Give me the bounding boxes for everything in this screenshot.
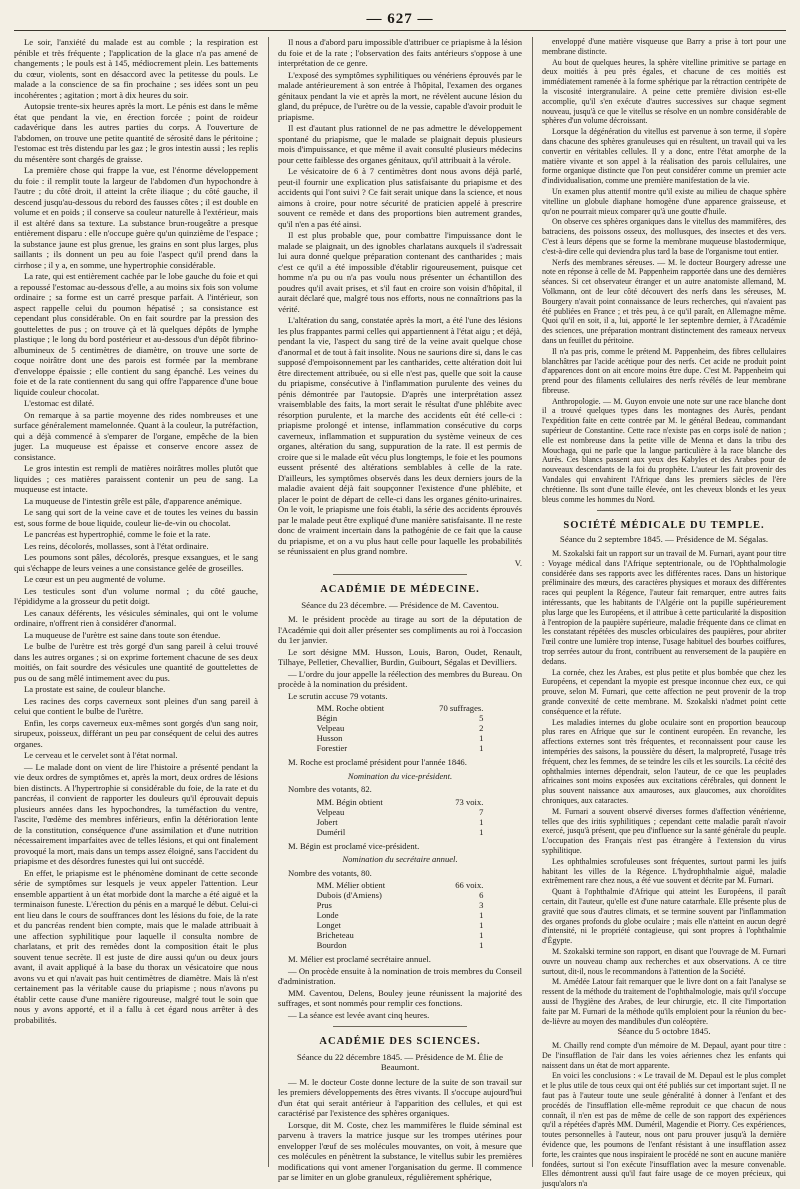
section-title-societe-temple: SOCIÉTÉ MÉDICALE DU TEMPLE. [563,520,765,532]
vote-name: Londe [316,910,339,920]
paragraph: La muqueuse de l'intestin grêle est pâle, d'apparence anémique. [24,495,242,506]
paragraph: Le pancréas est hypertrophié, comme le foie et la rate. [24,529,211,539]
paragraph: Au bout de quelques heures, la sphère vitelline primitive se partage en deux moitiés à peu près égales, et chacune de ces moitiés est immédiatement ramenée à la forme sphérique par la rétraction centripète de la viscosité intergranulaire. A peine cette première division est-elle accomplie, qu'il s'en exécute d'autres successives sur chaque segment nouveau, jusqu'à ce que le vitellus se résolve en un nombre considérable de sphères d'un volume décroissant. [542,57,786,126]
paragraph: Les reins, décolorés, mollasses, sont à l'état ordinaire. [24,540,209,551]
paragraph: M. Amédée Latour fait remarquer que le livre dont on a fait l'analyse se ressent de la méthode du traitement de l'ophthalmologie, mais qu'il s'occupe aussi de l'hygiène des Arabes, de leur chirurgie, etc. Il cite l'importation faite par M. Furnari de la méthode qu'ils emploient pour la réunion du bec-de-lièvre au moyen des mandibules d'un coléoptère. [542,977,786,1026]
vote-name: Bourdon [316,940,347,950]
section-title-academie-medecine: ACADÉMIE DE MÉDECINE. [320,584,480,595]
section-title-academie-sciences: ACADÉMIE DES SCIENCES. [319,1036,481,1047]
votants: Nombre des votants, 82. [288,784,372,794]
paragraph: M. Chailly rend compte d'un mémoire de M. Depaul, ayant pour titre : De l'insufflation de l'air dans les voies aériennes chez les enfants qui naissent dans un état de mort apparente. [542,1041,786,1070]
paragraph: Autopsie trente-six heures après la mort. Le pénis est dans le même état que pendant la vie, en érection forcée ; point de roideur cadavérique dans les autres parties du corps. A l'ouverture de l'abdomen, on trouve une petite quantité de sérosité dans le péritoine ; l'estomac est très distendu par les gaz ; le gros intestin aussi ; les replis du mésentère sont chargés de graisse. [14,101,258,164]
vote-name: Jobert [316,816,338,827]
paragraph: Le soir, l'anxiété du malade est au comble ; la respiration est pénible et très fréquente ; l'application de la glace n'a pas amené de changements ; le pouls est à 145, médiocrement plein. Les battements du cœur, violents, sont en désaccord avec la petitesse du pouls. Le malade a la conscience de sa fin prochaine ; ses idées sont un peu incohérentes ; agitation ; mort à dix heures du soir. [14,37,258,100]
vote-count: 66 voix. [455,880,484,890]
paragraph: Lorsque, dit M. Coste, chez les mammifères le fluide séminal est parvenu à travers la matrice jusque sur les trompes utérines pour envelopper l'œuf de ses molécules mouvantes, on voit, à mesure que ces molécules en pénètrent la substance, le vitellus subir les premières modifications qui vont amener l'organisation du germe. Il commence par se limiter en un globe granuleux, régulièrement sphérique, [278,1119,522,1182]
vote-name: MM. Bégin obtient [316,796,383,807]
vote-count: 1 [479,743,484,753]
vote-count: 1 [479,920,484,930]
vote-count: 1 [479,816,484,827]
vote-row [315,703,486,713]
paragraph: Un examen plus attentif montre qu'il existe au milieu de chaque sphère vitelline un globule diaphane homogène d'une apparence graisseuse, et qu'on ne pourrait mieux comparer qu'à une goutte d'huile. [542,186,786,216]
paragraph: Les poumons sont pâles, décolorés, presque exsangues, et le sang qui s'échappe de leurs veines a une consistance gelée de groseilles. [14,552,258,573]
signature: V. [514,557,522,568]
page-number: — 627 — [14,8,786,31]
columns [14,37,786,1189]
paragraph: Le sort désigne MM. Husson, Louis, Baron, Oudet, Renault, Tilhaye, Pelletier, Chevallier, Burdin, Guibourt, Ségalas et Devilliers. [278,646,522,667]
paragraph: On remarque à sa partie moyenne des rides nombreuses et une surface généralement mamelonnée. Quant à la couleur, la putréfaction, qui a déjà commencé à s'emparer de l'organe, empêche de la bien juger. La muqueuse est épaisse et conserve encore assez de consistance. [14,409,258,462]
paragraph: Il est d'autant plus rationnel de ne pas admettre le développement spontané du priapisme, que le malade se plaignait depuis plusieurs mois d'impuissance, et que même il avait consulté plusieurs médecins pour cette faiblesse des organes génitaux, qu'il attribuait à la vérole. [278,123,522,165]
paragraph: M. Szokalski fait un rapport sur un travail de M. Furnari, ayant pour titre : Voyage médical dans l'Afrique septentrionale, ou de l'Ophthalmologie considérée dans ses rapports avec les différentes races. Dans un historique préliminaire des mœurs, des caractères physiques et moraux des différentes races qui peuplent la Régence, l'auteur fait remarquer, entre autres faits intéressants, que les habitants de l'Algérie ont la pupille supérieurement plus large que les Européens, et il attribue à cette particularité la disposition à l'entropion de la paupière supérieure, maladie fréquente dans ce climat en les constatant répétées des muscles orbiculaires des paupières, pour abriter l'œil contre une lumière trop intense, l'usage habituel des bourbes coiffures, trop serrées autour du front, contribuent au renversement de la paupière en dedans. [542,549,786,666]
paragraph: Quant à l'ophthalmie d'Afrique qui atteint les Européens, il paraît certain, dit l'auteur, qu'elle est d'une nature catarrhale. Elle présente plus de gravité que sous d'autres climats, et se termine souvent par l'inflammation des organes profonds du globe oculaire ; mais elle n'atteint en aucun degré d'intensité, ni le propriété contagieuse, qui sont propres à l'ophthalmie d'Égypte. [542,887,786,946]
vote-name: Velpeau [316,723,345,733]
vote-name: Husson [316,733,343,743]
column-1 [14,37,258,1167]
paragraph: Le cœur est un peu augmenté de volume. [24,574,166,584]
vote-row [315,940,486,950]
vote-row [315,910,486,920]
vote-name: Longet [316,920,341,930]
paragraph: Les testicules sont d'un volume normal ; du côté gauche, l'épididyme a la grosseur du petit doigt. [14,585,258,606]
paragraph: La muqueuse de l'urètre est saine dans toute son étendue. [24,629,221,640]
vote-count: 1 [479,910,484,920]
paragraph: En effet, le priapisme est le phénomène dominant de cette seconde série de symptômes sur lesquels je veux appeler l'attention. Leur ensemble appartient à un état morbide dont la marche a été aiguë et la terminaison funeste. L'érection du pénis en a marqué le début. Celui-ci ent lieu dans le cours de souffrances dont les lésions du foie, de la rate et du pancréas rendent bien compte, mais que le malade attribuait à une affection syphilitique pour laquelle il consulta nombre de charlatans, et prit des remèdes dont la composition était le plus souvent tenue secrète. Il est juste de dire aussi qu'un ou deux jours avant, il avait appliqué à la base du thorax un vésicatoire que nous avons vu et qui n'avait pas huit centimètres de diamètre. Mais là n'est certainement pas la véritable cause du priapisme ; nous n'avons pu établir cette cause d'une manière rigoureuse, malgré tout le soin que nous y avons apporté, et il a fallu à cet égard nous arrêter à des probabilités. [14,867,258,1025]
vote-name: Prus [316,900,332,910]
paragraph: — Le malade dont on vient de lire l'histoire a présenté pendant la vie deux ordres de symptômes et, après la mort, deux ordres de lésions bien distincts. A l'hypertrophie si considérable du foie, de la rate et du pancréas, il convient de rapporter les douleurs qu'il éprouvait depuis plusieurs années dans les hypochondres, la tuméfaction du ventre, l'ascite, l'œdème des membres inférieurs, enfin la détérioration lente de la constitution, conséquence d'une assimilation et d'une nutrition nécessairement imparfaites avec de telles lésions, et qui ont finalement provoqué la mort, mais dans un temps assez éloigné, sans l'accident du priapisme et des désordres funestes qui lui ont succédé. [14,761,258,866]
vote-row [315,807,486,817]
paragraph: M. Szokalski termine son rapport, en disant que l'ouvrage de M. Furnari ouvre un nouveau champ aux recherches et aux observations. A ce titre surtout, dit-il, nous le recommandons à l'attention de la Société. [542,946,786,976]
vote-row [315,880,486,890]
paragraph: En voici les conclusions : « Le travail de M. Depaul est le plus complet et le plus utile de tous ceux qui ont été publiés sur cet important sujet. Il ne faut pas à l'auteur toute une seule généralité à donner à l'enfant et des procédés de l'insufflation elle-même reproduit ce que chacun de nous connaît, il n'en est pas de même de celle de son rapport des expériences qu'il a répétées d'après MM. Duméril, Magendie et Piorry. Ces expériences, toutes personnelles à l'auteur, nous ont paru prouver jusqu'à la dernière évidence que, les poumons de l'enfant résistant à une insufflation assez forte, les craintes que nous inspiraient le procédé ne sont en aucune manière fondées, surtout si l'on exécute l'insufflation avec la mesure convenable. Elles démontrent aussi qu'il faut faire usage de ce moyen précieux, qui jusqu'alors n'a [542,1071,786,1189]
vote-count: 1 [479,940,484,950]
vote-count: 73 voix. [455,796,484,807]
paragraph: La rate, qui est entièrement cachée par le lobe gauche du foie et qui a repoussé l'estomac au-dessous d'elle, a au moins six fois son volume ordinaire ; sa forme est un carré presque parfait. A l'intérieur, son aspect rappelle celui du poumon hépatisé ; sa consistance est cependant plus considérable. On en fait sourdre par la pression des gouttelettes de pus ; on trouve çà et là quelques dépôts de lymphe plastique ; le long du bord postérieur et au-dessous d'un dépôt fibrino-albumineux de 5 centimètres de diamètre, on trouve une sorte de coque noirâtre dont une des parois est formée par la membrane d'enveloppe épaissie ; elle contient du sang épanché. Les veines du foie et de la rate contiennent du sang qui offre l'apparence d'une boue liquide couleur chocolat. [14,271,258,397]
paragraph: MM. Caventou, Delens, Bouley jeune réunissent la majorité des suffrages, et sont nommés pour remplir ces fonctions. [278,987,522,1008]
paragraph: Les racines des corps caverneux sont pleines d'un sang pareil à celui que contient le bulbe de l'urètre. [14,695,258,716]
session-line: Séance du 22 décembre 1845. — Présidence de M. Élie de Beaumont. [296,1051,504,1072]
paragraph: On observe ces sphères organiques dans le vitellus des mammifères, des batraciens, des poissons osseux, des mollusques, des insectes et des vers. C'est à leurs dépens que se forme la membrane muqueuse blastodermique, c'est-à-dire celle qui deviendra plus tard la base de l'organisme tout entier. [542,217,786,256]
paragraph: Les maladies internes du globe oculaire sont en proportion beaucoup plus rares en Afrique que sur le continent européen. En revanche, les affections externes sont très fréquentes, et reconnaissent pour cause les intempéries des saisons, la poussière du désert, la malpropreté, l'usage très fréquent, chez les femmes, de se teindre les cils et les sourcils. La cécité des ophthalmies internes dépendrait, selon l'auteur, de ce que les peuplades africaines sont moins exposées aux excitations cérébrales, qui donnent le plus souvent naissance aux amauroses, aux glaucomes, aux choroïdites chroniques, aux cataractes. [542,717,786,805]
paragraph: — M. le docteur Coste donne lecture de la suite de son travail sur les premiers développements des êtres vivants. Il s'occupe aujourd'hui d'un état qui serait antérieur à l'apparition des cellules, et qui est caractérisé par l'existence des sphères organiques. [278,1076,522,1118]
vote-row [315,890,486,900]
paragraph: La prostate est saine, de couleur blanche. [24,684,166,694]
paragraph: Lorsque la dégénération du vitellus est parvenue à son terme, il s'opère dans chacune des sphères granuleuses qui en résultent, un travail qui va les convertir en véritables cellules. Il y a donc, entre l'état amorphe de la matière vivante et son appel à la réalisation des parois cellulaires, une forme organique distincte que l'on peut considérer comme un premier acte d'individualisation, comme une première manifestation de la vie. [542,127,786,186]
paragraph: Il est plus probable que, pour combattre l'impuissance dont le malade se plaignait, un des ignobles charlatans auxquels il s'adressait lui aura donné quelque préparation contenant des cantharides ; mais c'est ce qu'il a été impossible d'établir rigoureusement, puisque cet homme n'a pu ou n'a pas voulu nous présenter un échantillon des poudres qu'il avait prises, et s'il faut en croire son voisin d'hôpital, il aurait déclaré que, malgré tous nos efforts, nous ne connaîtrions pas la vérité. [278,230,522,314]
paragraph: Il nous a d'abord paru impossible d'attribuer ce priapisme à la lésion du foie et de la rate ; l'observation des faits antérieurs s'oppose à une interprétation de ce genre. [278,37,522,68]
vote-row [315,827,486,837]
vote-name: Bricheteau [316,930,354,940]
vote-count: 1 [479,930,484,940]
vote-name: Bégin [316,713,338,723]
paragraph: Les canaux déférents, les vésicules séminales, qui ont le volume ordinaire, n'offrent rien à considérer d'anormal. [14,607,258,628]
paragraph: Le sang qui sort de la veine cave et de toutes les veines du bassin est, sous forme de boue liquide, couleur lie-de-vin ou chocolat. [14,507,258,528]
vote-table [315,880,486,950]
paragraph: — La séance est levée avant cinq heures. [288,1009,430,1020]
vote-name: MM. Mélier obtient [316,880,386,890]
vote-row [315,930,486,940]
vote-row [315,723,486,733]
vote-count: 2 [479,723,484,733]
paragraph: Anthropologie. — M. Guyon envoie une note sur une race blanche dont il a trouvé quelques types dans les montagnes des Aurès, pendant l'expédition faite en cette contrée par M. le général Bedeau, commandant supérieur de Constantine. Cette race n'existe pas en corps isolé de nation ; elle est nombreuse dans la petite ville de Menna et dans la tribu des Mouchaga, qui ne parle que la langue particulière à la race blanche des Aurès. Ces blancs passent aux yeux des Kabyles et des Arabes pour de nouveaux descendants de la foi du prophète. L'auteur les fait provenir des Vandales qui envahirent l'Afrique dans les premiers siècles de l'ère chrétienne. Ils sont d'une taille élevée, ont les cheveux blonds et les yeux bleus comme les hommes du Nord. [542,396,786,504]
column-3 [532,37,786,1189]
paragraph: L'exposé des symptômes syphilitiques ou vénériens éprouvés par le malade antérieurement à son entrée à l'hôpital, l'examen des organes génitaux pendant la vie et après la mort, ne révèlent aucune lésion du gland, du prépuce, de l'urètre ou de la vessie, capable d'avoir produit le priapisme. [278,69,522,122]
paragraph: — L'ordre du jour appelle la réélection des membres du Bureau. On procède à la nomination du président. [278,668,522,689]
paragraph: L'estomac est dilaté. [24,398,95,408]
vote-name: Forestier [316,743,348,753]
vote-row [315,733,486,743]
vote-row [315,817,486,827]
vote-result: M. Bégin est proclamé vice-président. [288,840,420,851]
vote-count: 5 [479,713,484,723]
vote-result: M. Mélier est proclamé secrétaire annuel. [288,954,431,964]
paragraph: M. le président procède au tirage au sort de la députation de l'Académie qui doit aller présenter ses compliments au roi à l'occasion du 1er janvier. [278,614,522,645]
vote-result: M. Roche est proclamé président pour l'année 1846. [288,757,467,767]
vote-count: 3 [479,900,484,910]
paragraph: Il n'a pas pris, comme le prétend M. Pappenheim, des fibres cellulaires blanchâtres par l'acide acétique pour des nerfs. Cet acide ne produit point d'apparences dont on ait encore moins être dupe. C'est M. Pappenheim qui prend pour des filaments cellulaires des nerfs révélés de leur membrane fibreuse. [542,346,786,395]
section-rule [333,574,467,575]
vote-name: Velpeau [316,806,345,817]
vote-name: Duméril [316,826,346,837]
votants: Nombre des votants, 80. [288,867,372,878]
subsection-title: Nomination du secrétaire annuel. [342,854,458,864]
paragraph: La cornée, chez les Arabes, est plus petite et plus bombée que chez les Européens, et cependant la myopie est presque inconnue chez eux, ce qui prouve, selon M. Furnari, que cette affection ne peut provenir de la trop grande convexité de cette membrane. M. Szokalski n'admet point cette conséquence et la réfute. [542,667,786,716]
vote-row [315,713,486,723]
vote-table [315,703,486,753]
vote-count: 7 [479,806,484,817]
paragraph: Le scrutin accuse 79 votants. [288,690,388,701]
session-line: Séance du 5 octobre 1845. [617,1026,711,1037]
paragraph: Le bulbe de l'urètre est très gorgé d'un sang pareil à celui trouvé dans les autres organes ; si on exprime fortement chacune de ses deux moitiés, on fait sourdre des vésicules une quantité de gouttelettes de pus ou de sang mêlé intimement avec du pus. [14,641,258,683]
paragraph: Le cerveau et le cervelet sont à l'état normal. [24,750,178,760]
paragraph: Le gros intestin est rempli de matières noirâtres molles plutôt que liquides ; ces matières paraissent contenir un peu de sang. La muqueuse est intacte. [14,463,258,494]
paragraph: enveloppé d'une matière visqueuse que Barry a prise à tort pour une membrane distincte. [542,37,786,56]
vote-name: MM. Roche obtient [316,703,385,713]
session-line: Séance du 2 septembre 1845. — Présidence de M. Ségalas. [559,534,769,545]
paragraph: Le vésicatoire de 6 à 7 centimètres dont nous avons déjà parlé, peut-il fournir une explication plus satisfaisante du priapisme et des accidents qui l'ont suivi ? Ce fait serait unique dans la science, et nous aimons à croire, pour notre sécurité de praticien appelé à prescrire souvent ce remède et dans des proportions bien autrement grandes, qu'il n'en a pas été ainsi. [278,166,522,229]
vote-row [315,920,486,930]
session-line: Séance du 23 décembre. — Présidence de M. Caventou. [301,599,499,610]
vote-table [315,797,486,837]
paragraph: M. Furnari a souvent observé diverses formes d'affection vénérienne, telles que des iritis syphilitiques ; cependant cette maladie paraît n'avoir exercé, jusqu'à présent, que peu d'influence sur la santé générale du peuple. L'occupation des Français n'est pas étrangère à l'extension du virus syphilitique. [542,806,786,855]
section-rule [597,510,731,511]
paragraph: Les ophthalmies scrofuleuses sont fréquentes, surtout parmi les juifs habitant les villes de la Régence. L'hydrophthalmie aiguë, maladie extrêmement rare chez nous, a été vue souvent et décrite par M. Furnari. [542,856,786,886]
paragraph: Enfin, les corps caverneux eux-mêmes sont gorgés d'un sang noir, sirupeux, poisseux, différant un peu par conséquent de celui des autres organes. [14,717,258,749]
column-2 [268,37,522,1182]
vote-count: 6 [479,890,484,900]
paragraph: Nerfs des membranes séreuses. — M. le docteur Bourgery adresse une note en réponse à celle de M. Pappenheim rapportée dans une des dernières séances. Si cet observateur étranger et un autre anatomiste allemand, M. Volkmann, ont de leur côté découvert des nerfs dans les séreuses, M. Bourgery n'avait point connaissance de leurs recherches, qui n'avaient pas été publiées en France ; et très peu, à ce qu'il paraît, en Allemagne même. Quoi qu'il en soit, il a, lui, apporté le 1er septembre dernier, à l'Académie des sciences, une préparation montrant distinctement des rameaux nerveux dans un feuillet du péritoine. [542,257,786,345]
vote-count: 70 suffrages. [439,703,484,713]
subsection-title: Nomination du vice-président. [347,770,453,781]
paragraph: — On procède ensuite à la nomination de trois membres du Conseil d'administration. [278,965,522,986]
vote-row [315,797,486,807]
vote-count: 1 [479,826,484,837]
vote-row [315,900,486,910]
paragraph: L'altération du sang, constatée après la mort, a été l'une des lésions les plus frappantes parmi celles qui appartiennent à l'état aigu ; et déjà, pendant la vie, l'aspect du sang tiré de la veine avait quelque chose d'anormal et de tout à fait insolite. Nous ne saurions dire si, dans le cas supposé d'empoisonnement par les cantharides, cette altération doit lui être directement attribuée, ou si elle n'est pas, quelle que soit la cause du priapisme, consécutive à l'inflammation purulente des veines du pénis démontrée par l'autopsie. D'après une interprétation assez vraisemblable des faits, la mort serait le résultat d'une phlébite avec résorption purulente, et la marche des accidents eût été celle-ci : priapisme prolongé et intense, inflammation consécutive du corps caverneux, inflammation et suppuration du système veineux de ces organes, altération du sang, suppuration de la rate. Il est permis de croire que si le malade eût vécu plus longtemps, le foie et les poumons eussent présenté des altérations semblables à celle de la rate. D'ailleurs, les symptômes observés dans les deux derniers jours de la maladie avaient déjà fait soupçonner l'existence d'une phlébite, et placer le point de départ de celle-ci dans les organes génito-urinaires. On le voit, le priapisme une fois établi, la série des accidents éprouvés par le malade peut être expliqué d'une manière satisfaisante. Il ne reste donc de vraiment incertain dans la pathogénie de ce fait que la cause du priapisme, et on a vu plus haut celle pour laquelle les probabilités se réunissaient en plus grand nombre. [278,315,522,556]
section-rule [333,1026,467,1027]
vote-row [315,743,486,753]
vote-name: Dubois (d'Amiens) [316,890,382,900]
vote-count: 1 [479,733,484,743]
paragraph: La première chose qui frappe la vue, est l'énorme développement du foie : il remplit toute la largeur de l'abdomen d'un hypochondre à l'autre ; du côté droit, il atteint la crête iliaque ; du côté gauche, il descend jusqu'au-dessous du rebord des fausses côtes ; il est double en volume et en poids ; il conserve sa couleur naturelle à l'extérieur, mais il est altéré dans sa texture. La substance brun-rougeâtre a presque entièrement disparu : elle n'occupe guère qu'un quinzième de l'espace ; la substance jaune est plus grenue, les grains en sont plus larges, plus saillants ; ils donnent un peu au foie l'aspect qu'il prend dans la cirrhose ; il y a, en somme, une hypertrophie considérable. [14,165,258,270]
